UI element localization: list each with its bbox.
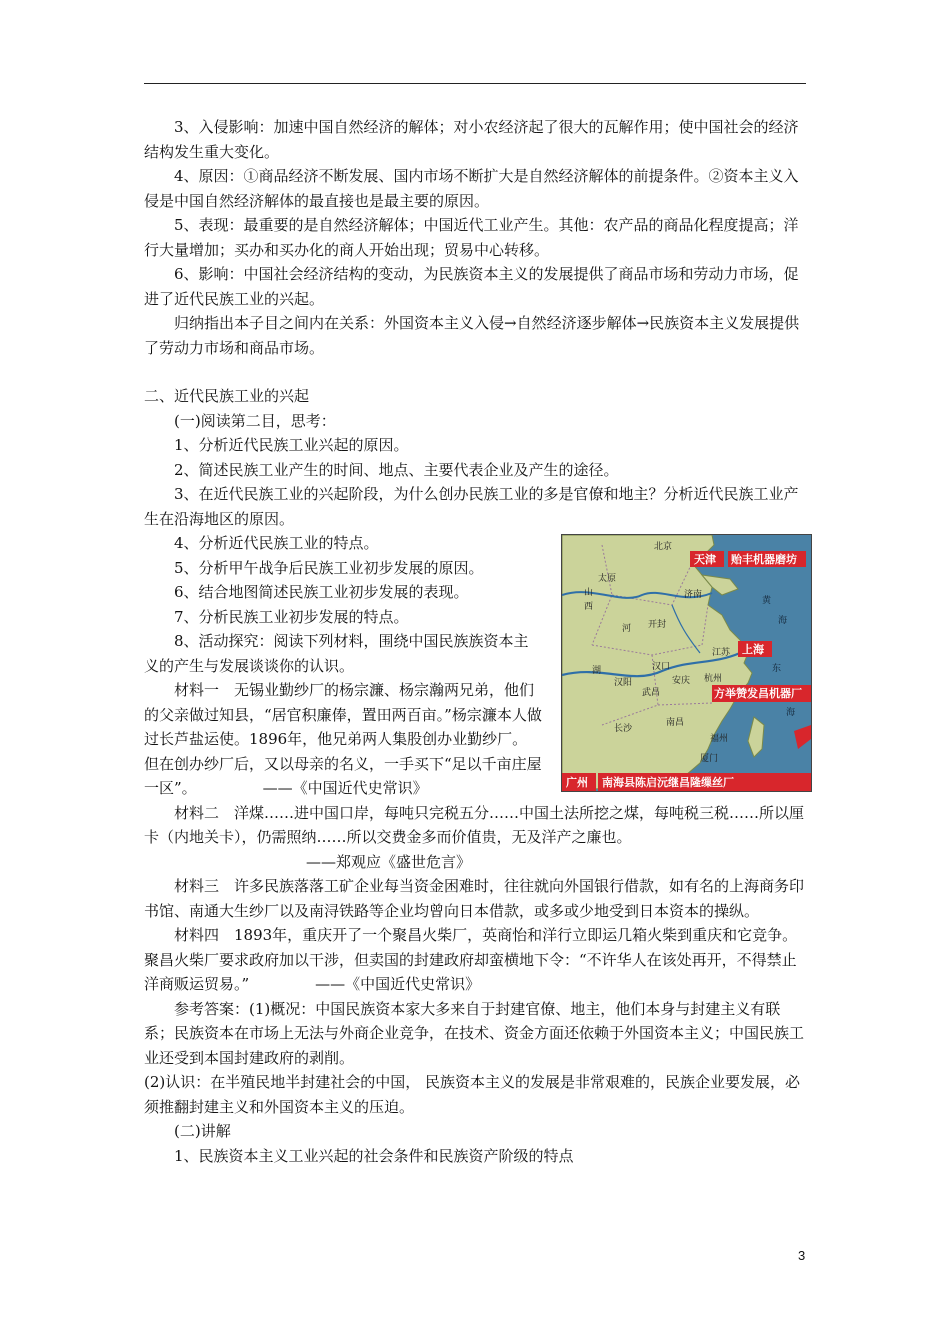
material-2-source: ——郑观应《盛世危言》 <box>306 852 472 871</box>
shanghai-label: 上海 <box>742 643 764 656</box>
material-2: 材料二 洋煤……进中国口岸，每吨只完税五分……中国土法所挖之煤，每吨税三税……所以厘卡（内地关卡），仍需照纳……所以交费金多而价值贵，无及洋产之廉也。 ——郑观应《盛世危言》 <box>144 801 806 875</box>
place-kaifeng: 开封 <box>648 620 667 630</box>
question-1: 1、分析近代民族工业兴起的原因。 <box>174 436 409 454</box>
map-canvas <box>562 535 811 791</box>
question-3: 3、在近代民族工业的兴起阶段，为什么创办民族工业的多是官僚和地主？分析近代民族工业产生在沿海地区的原因。 <box>144 485 799 528</box>
place-hangzhou: 杭州 <box>704 674 723 684</box>
reading-heading: (一)阅读第二目，思考： <box>174 411 336 430</box>
place-beijing: 北京 <box>654 542 673 552</box>
place-shanxi-b: 西 <box>584 602 594 612</box>
material-4: 材料四 1893年，重庆开了一个聚昌火柴厂，英商怡和洋行立即运几箱火柴到重庆和它竞争。聚昌火柴厂要求政府加以干涉，但卖国的封建政府却蛮横地下令：“不许华人在该处再开，不得禁止洋商贩运贸易。” ——《中国近代史常识》 <box>144 923 806 997</box>
guangzhou-factory-label: 南海县陈启沅继昌隆缫丝厂 <box>602 776 734 789</box>
summary-paragraph: 归纳指出本子目之间内在关系：外国资本主义入侵→自然经济逐步解体→民族资本主义发展提供了劳动力市场和商品市场。 <box>144 314 800 357</box>
place-nanchang: 南昌 <box>666 718 685 728</box>
shanghai-factory-label: 方举赞发昌机器厂 <box>714 687 802 700</box>
sea-east-a: 东 <box>772 664 782 674</box>
place-anqing: 安庆 <box>672 676 691 686</box>
guangzhou-label: 广州 <box>566 776 588 789</box>
material-1-source: ——《中国近代史常识》 <box>262 779 428 797</box>
header-rule <box>144 83 806 84</box>
industry-map <box>561 534 812 792</box>
paragraph-6: 6、影响：中国社会经济结构的变动，为民族资本主义的发展提供了商品市场和劳动力市场，促进了近代民族工业的兴起。 <box>144 265 799 308</box>
page-number: 3 <box>798 1248 806 1263</box>
place-hankou: 汉口 <box>652 662 671 672</box>
material-1: 材料一 无锡业勤纱厂的杨宗濂、杨宗瀚两兄弟，他们的父亲做过知县，“居官积廉俸，置田两百亩。”杨宗濂本人做过长芦盐运使。1896年，他兄弟两人集股创办业勤纱厂。但在创办纱厂后，又以母亲的名义，一手买下“足以千亩庄屋一区”。 ——《中国近代史常识》 <box>144 678 542 801</box>
answer-2: (2)认识：在半殖民地半封建社会的中国， 民族资本主义的发展是非常艰难的，民族企业要发展，必须推翻封建主义和外国资本主义的压迫。 <box>144 1073 801 1116</box>
place-jiangsu: 江苏 <box>712 648 731 658</box>
place-shanxi-a: 山 <box>584 588 594 598</box>
place-henan: 河 <box>622 624 632 634</box>
red-arrow-mark <box>794 725 811 749</box>
place-xiamen: 厦门 <box>700 754 719 764</box>
taiwan-island <box>748 717 764 757</box>
sea-yellow-a: 黄 <box>762 596 772 606</box>
place-wuchang: 武昌 <box>642 688 661 698</box>
place-fuzhou: 福州 <box>710 734 729 744</box>
question-7: 7、分析民族工业初步发展的特点。 <box>174 607 409 626</box>
sea-yellow-b: 海 <box>778 616 788 626</box>
question-6: 6、结合地图简述民族工业初步发展的表现。 <box>174 583 469 601</box>
place-jinan: 济南 <box>684 590 703 600</box>
question-8: 8、活动探究：阅读下列材料，围绕中国民族族资本主义的产生与发展谈谈你的认识。 <box>144 632 529 675</box>
material-3: 材料三 许多民族落落工矿企业每当资金困难时，往往就向外国银行借款，如有名的上海商务印书馆、南通大生纱厂以及南浔铁路等企业均曾向日本借款，或多或少地受到日本资本的操纵。 <box>144 877 805 920</box>
tianjin-label: 天津 <box>694 553 716 566</box>
sea-east-b: 海 <box>786 708 796 718</box>
answer-1: 参考答案：(1)概况：中国民族资本家大多来自于封建官僚、地主，他们本身与封建主义有联系；民族资本在市场上无法与外商企业竞争，在技术、资金方面还依赖于外国资本主义；中国民族工业还受到本国封建政府的剥削。 <box>144 999 805 1067</box>
place-hubei: 湖 <box>592 666 602 676</box>
paragraph-4: 4、原因：①商品经济不断发展、国内市场不断扩大是自然经济解体的前提条件。②资本主义入侵是中国自然经济解体的最直接也是最主要的原因。 <box>144 167 799 210</box>
lecture-heading: (二)讲解 <box>174 1122 231 1140</box>
place-taiyuan: 太原 <box>598 574 617 584</box>
question-5: 5、分析甲午战争后民族工业初步发展的原因。 <box>174 558 484 577</box>
paragraph-3: 3、入侵影响：加速中国自然经济的解体；对小农经济起了很大的瓦解作用；使中国社会的经济结构发生重大变化。 <box>144 118 799 161</box>
question-2: 2、简述民族工业产生的时间、地点、主要代表企业及产生的途径。 <box>174 460 619 479</box>
tianjin-factory-label: 贻丰机器磨坊 <box>731 553 797 566</box>
question-4: 4、分析近代民族工业的特点。 <box>174 534 379 552</box>
place-hanyang: 汉阳 <box>614 678 633 688</box>
lecture-item-1: 1、民族资本主义工业兴起的社会条件和民族资产阶级的特点 <box>174 1146 574 1165</box>
paragraph-5: 5、表现：最重要的是自然经济解体；中国近代工业产生。其他：农产品的商品化程度提高；洋行大量增加；买办和买办化的商人开始出现；贸易中心转移。 <box>144 216 799 259</box>
material-4-source: ——《中国近代史常识》 <box>315 975 481 993</box>
section-heading: 二、近代民族工业的兴起 <box>144 387 310 405</box>
place-changsha: 长沙 <box>614 724 633 734</box>
